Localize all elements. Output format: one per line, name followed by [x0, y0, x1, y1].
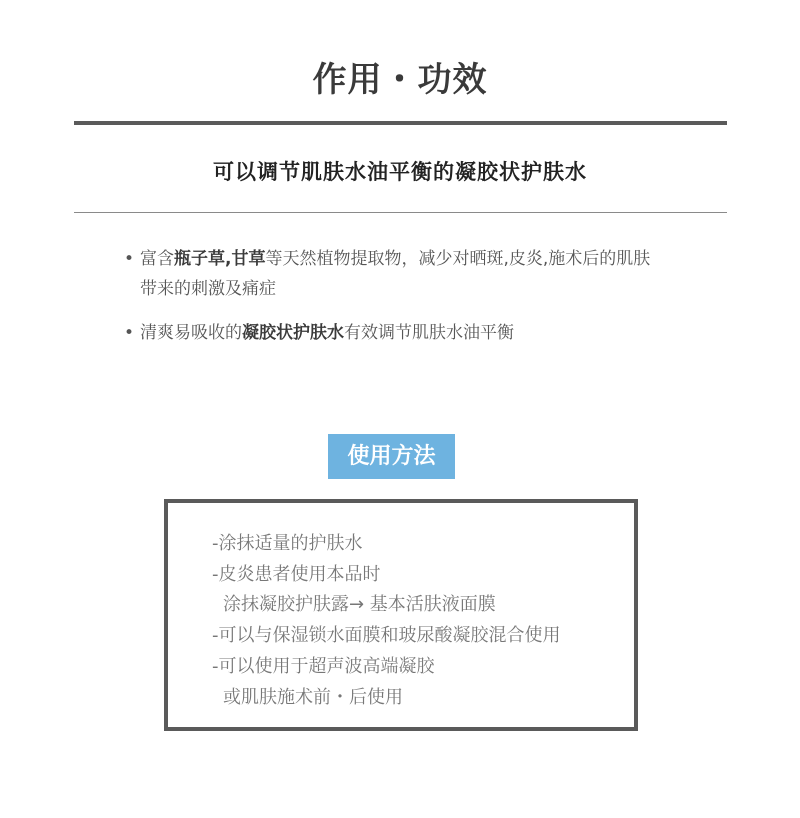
bullet-text-pre: 富含	[140, 249, 174, 269]
usage-box	[164, 499, 638, 731]
product-subtitle: 可以调节肌肤水油平衡的凝胶状护肤水	[213, 159, 587, 184]
bullet-text-post: 有效调节肌肤水油平衡	[344, 323, 514, 343]
usage-line: -可以使用于超声波高端凝胶	[212, 655, 435, 677]
usage-line: 涂抹凝胶护肤露→ 基本活肤液面膜	[223, 594, 496, 616]
bullet-text-continued: 带来的刺激及痛症	[140, 279, 276, 299]
ingredient-name: 瓶子草	[174, 249, 225, 269]
list-item	[124, 318, 704, 348]
list-item	[124, 244, 704, 304]
bullet-text-rest: 等天然植物提取物，减少对晒斑,皮炎,施术后的肌肤	[265, 249, 651, 269]
bullet-dot: •	[124, 249, 135, 269]
effects-list	[124, 244, 704, 362]
title-divider	[74, 121, 727, 125]
subtitle-divider	[74, 212, 727, 213]
page-title: 作用・功效	[312, 60, 488, 100]
separator: ,	[225, 249, 232, 269]
ingredient-name: 甘草	[231, 249, 266, 269]
usage-list	[212, 529, 632, 713]
usage-line: 或肌肤施术前・后使用	[223, 686, 403, 708]
usage-line: -皮炎患者使用本品时	[212, 563, 381, 585]
usage-heading-badge: 使用方法	[328, 434, 455, 479]
bullet-dot: •	[124, 323, 135, 343]
usage-line: -涂抹适量的护肤水	[212, 533, 363, 554]
usage-line: -可以与保湿锁水面膜和玻尿酸凝胶混合使用	[212, 625, 561, 647]
product-form: 凝胶状护肤水	[242, 323, 344, 343]
bullet-text-pre: 清爽易吸收的	[140, 323, 242, 343]
